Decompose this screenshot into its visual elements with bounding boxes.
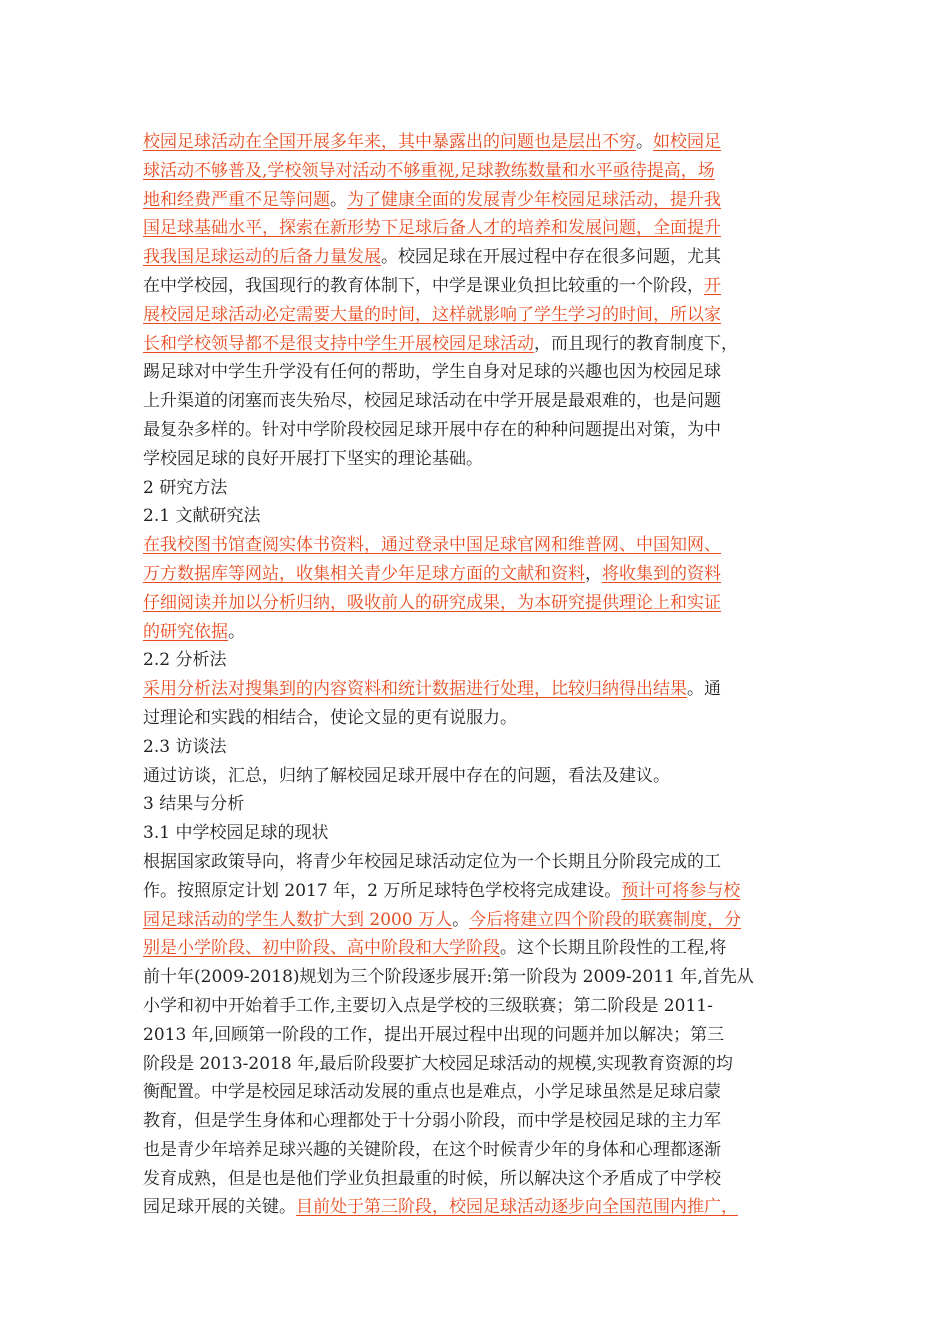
text-line bbox=[143, 790, 811, 819]
highlighted-text: 在我校图书馆查阅实体书资料，通过登录中国足球官网和维普网、中国知网、 bbox=[143, 535, 721, 556]
body-text: 2 研究方法 bbox=[143, 477, 228, 498]
text-line bbox=[143, 1021, 811, 1050]
text-line bbox=[143, 1193, 811, 1222]
text-line bbox=[143, 301, 811, 330]
highlighted-text: 长和学校领导都不是很支持中学生开展校园足球活动 bbox=[143, 333, 534, 354]
highlighted-text: 如校园足 bbox=[653, 132, 721, 152]
highlighted-text: 开 bbox=[704, 275, 721, 296]
text-line bbox=[143, 387, 811, 416]
body-text: 发育成熟，但是也是他们学业负担最重的时候，所以解决这个矛盾成了中学校 bbox=[143, 1168, 721, 1189]
text-line bbox=[143, 762, 811, 791]
body-text: 2.2 分析法 bbox=[143, 650, 227, 671]
text-line bbox=[143, 934, 811, 963]
highlighted-text: 预计可将参与校 bbox=[621, 880, 741, 901]
text-line bbox=[143, 214, 811, 243]
text-line bbox=[143, 330, 811, 359]
text-line bbox=[143, 445, 811, 474]
body-text: 作。按照原定计划 2017 年，2 万所足球特色学校将完成建设。 bbox=[143, 880, 622, 901]
body-text: 。这个长期且阶段性的工程,将 bbox=[500, 938, 727, 959]
highlighted-text: 别是小学阶段、初中阶段、高中阶段和大学阶段 bbox=[143, 938, 500, 959]
body-text: 2.1 文献研究法 bbox=[143, 506, 261, 527]
text-line bbox=[143, 1078, 811, 1107]
body-text: 。 bbox=[330, 189, 347, 210]
highlighted-text: 地和经费严重不足等问题 bbox=[143, 189, 330, 210]
body-text: 踢足球对中学生升学没有任何的帮助，学生自身对足球的兴趣也因为校园足球 bbox=[143, 362, 721, 383]
highlighted-text: 我我国足球运动的后备力量发展 bbox=[143, 247, 381, 268]
body-text: 最复杂多样的。针对中学阶段校园足球开展中存在的种种问题提出对策，为中 bbox=[143, 419, 721, 440]
highlighted-text: 的研究依据 bbox=[143, 621, 228, 642]
text-line bbox=[143, 272, 811, 301]
body-text: 在中学校园，我国现行的教育体制下，中学是课业负担比较重的一个阶段， bbox=[143, 275, 704, 296]
text-line bbox=[143, 1165, 811, 1194]
text-line bbox=[143, 128, 811, 157]
text-line bbox=[143, 906, 811, 935]
text-line bbox=[143, 474, 811, 503]
highlighted-text: 万方数据库等网站，收集相关青少年足球方面的文献和资料 bbox=[143, 563, 585, 584]
body-text: ，而且现行的教育制度下， bbox=[534, 333, 738, 354]
text-line bbox=[143, 733, 811, 762]
text-line bbox=[143, 157, 811, 186]
body-text: 前十年(2009-2018)规划为三个阶段逐步展开:第一阶段为 2009-2011 年,首先从 bbox=[143, 967, 754, 988]
body-text: 。校园足球在开展过程中存在很多问题，尤其 bbox=[381, 247, 721, 268]
body-text: 过理论和实践的相结合，使论文显的更有说服力。 bbox=[143, 707, 517, 728]
highlighted-text: 校园足球活动在全国开展多年来，其中暴露出的问题也是层出不穷 bbox=[143, 132, 636, 152]
body-text: 。 bbox=[228, 621, 245, 642]
highlighted-text: 仔细阅读并加以分析归纳，吸收前人的研究成果，为本研究提供理论上和实证 bbox=[143, 592, 721, 613]
text-line bbox=[143, 531, 811, 560]
highlighted-text: 国足球基础水平，探索在新形势下足球后备人才的培养和发展问题，全面提升 bbox=[143, 218, 721, 239]
highlighted-text: 目前处于第三阶段，校园足球活动逐步向全国范围内推广， bbox=[296, 1197, 738, 1218]
text-line bbox=[143, 560, 811, 589]
text-line bbox=[143, 675, 811, 704]
body-text: 衡配置。中学是校园足球活动发展的重点也是难点，小学足球虽然是足球启蒙 bbox=[143, 1082, 721, 1103]
body-text: 。 bbox=[636, 132, 653, 152]
highlighted-text: 采用分析法对搜集到的内容资料和统计数据进行处理，比较归纳得出结果 bbox=[143, 679, 687, 700]
highlighted-text: 将收集到的资料 bbox=[602, 563, 721, 584]
body-text: 阶段是 2013-2018 年,最后阶段要扩大校园足球活动的规模,实现教育资源的均 bbox=[143, 1053, 733, 1074]
text-line bbox=[143, 358, 811, 387]
body-text: 教育，但是学生身体和心理都处于十分弱小阶段，而中学是校园足球的主力军 bbox=[143, 1111, 721, 1132]
body-text: 园足球开展的关键。 bbox=[143, 1197, 296, 1218]
body-text: 2.3 访谈法 bbox=[143, 736, 227, 757]
highlighted-text: 展校园足球活动必定需要大量的时间，这样就影响了学生学习的时间，所以家 bbox=[143, 304, 721, 325]
highlighted-text: 今后将建立四个阶段的联赛制度，分 bbox=[469, 909, 742, 930]
text-line bbox=[143, 243, 811, 272]
body-text: 上升渠道的闭塞而丧失殆尽，校园足球活动在中学开展是最艰难的，也是问题 bbox=[143, 391, 721, 412]
text-line bbox=[143, 502, 811, 531]
document-body bbox=[143, 128, 811, 1222]
body-text: 小学和初中开始着手工作,主要切入点是学校的三级联赛；第二阶段是 2011- bbox=[143, 995, 713, 1016]
text-line bbox=[143, 186, 811, 215]
body-text: 根据国家政策导向，将青少年校园足球活动定位为一个长期且分阶段完成的工 bbox=[143, 851, 721, 872]
text-line bbox=[143, 819, 811, 848]
text-line bbox=[143, 589, 811, 618]
text-line bbox=[143, 848, 811, 877]
text-line bbox=[143, 963, 811, 992]
body-text: 3 结果与分析 bbox=[143, 794, 245, 815]
text-line bbox=[143, 646, 811, 675]
body-text: ， bbox=[585, 563, 602, 584]
text-line bbox=[143, 618, 811, 647]
text-line bbox=[143, 1136, 811, 1165]
body-text: 2013 年,回顾第一阶段的工作，提出开展过程中出现的问题并加以解决；第三 bbox=[143, 1024, 725, 1045]
text-line bbox=[143, 1107, 811, 1136]
body-text: 也是青少年培养足球兴趣的关键阶段，在这个时候青少年的身体和心理都逐渐 bbox=[143, 1139, 721, 1160]
text-line bbox=[143, 1050, 811, 1079]
body-text: 。 bbox=[452, 909, 470, 930]
body-text: 学校园足球的良好开展打下坚实的理论基础。 bbox=[143, 448, 483, 469]
text-line bbox=[143, 704, 811, 733]
body-text: 。通 bbox=[687, 679, 721, 700]
highlighted-text: 园足球活动的学生人数扩大到 2000 万人 bbox=[143, 909, 453, 930]
highlighted-text: 球活动不够普及,学校领导对活动不够重视,足球教练数量和水平亟待提高，场 bbox=[143, 160, 715, 181]
text-line bbox=[143, 416, 811, 445]
highlighted-text: 为了健康全面的发展青少年校园足球活动，提升我 bbox=[347, 189, 721, 210]
text-line bbox=[143, 877, 811, 906]
text-line bbox=[143, 992, 811, 1021]
body-text: 通过访谈，汇总，归纳了解校园足球开展中存在的问题，看法及建议。 bbox=[143, 765, 670, 786]
body-text: 3.1 中学校园足球的现状 bbox=[143, 823, 329, 844]
